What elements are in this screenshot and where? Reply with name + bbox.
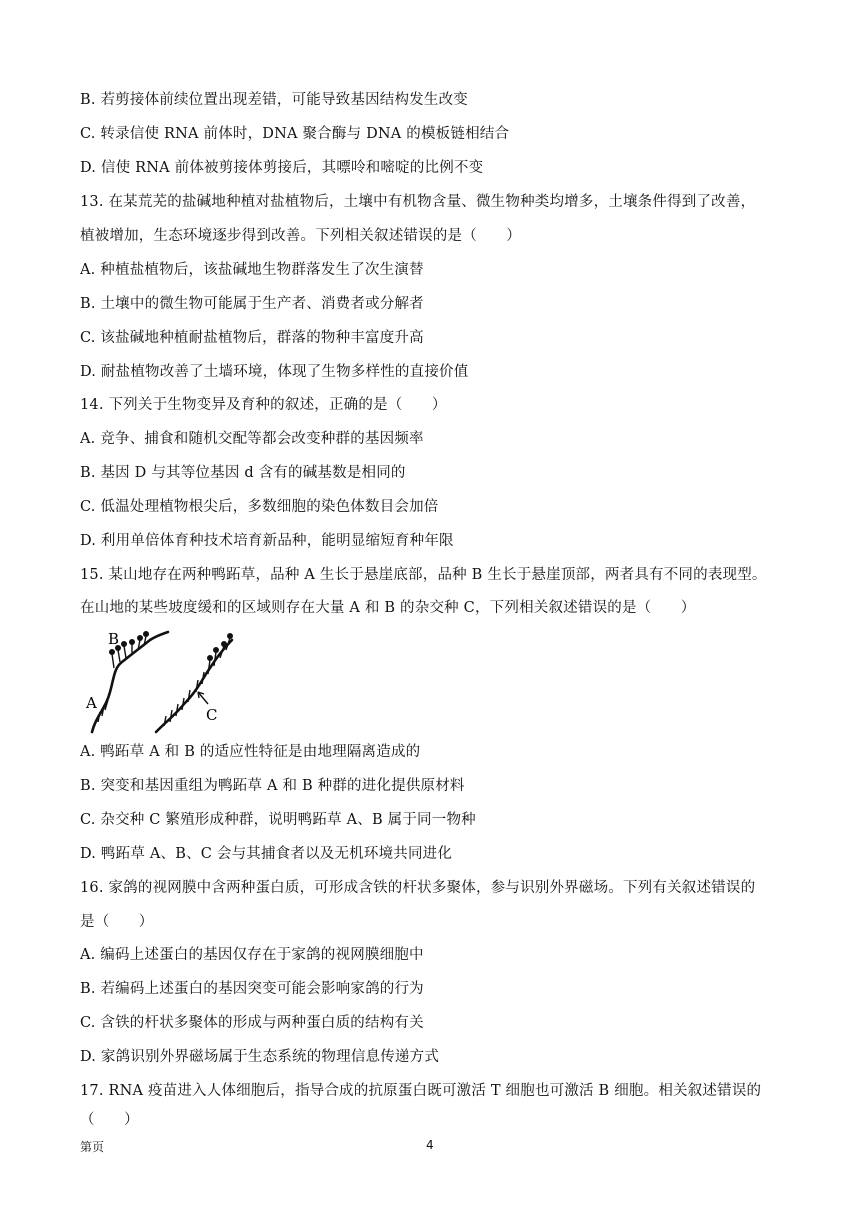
text-line: C. 杂交种 C 繁殖形成种群，说明鸭跖草 A、B 属于同一物种 <box>80 812 476 828</box>
text-line: C. 含铁的杆状多聚体的形成与两种蛋白质的结构有关 <box>80 1015 424 1031</box>
text-line: 在山地的某些坡度缓和的区域则存在大量 A 和 B 的杂交种 C，下列相关叙述错误的是（ ） <box>80 600 696 616</box>
text-line: B. 突变和基因重组为鸭跖草 A 和 B 种群的进化提供原材料 <box>80 778 465 794</box>
text-line: C. 低温处理植物根尖后，多数细胞的染色体数目会加倍 <box>80 499 439 515</box>
text-line: B. 基因 D 与其等位基因 d 含有的碱基数是相同的 <box>80 465 406 481</box>
text-line: D. 鸭跖草 A、B、C 会与其捕食者以及无机环境共同进化 <box>80 846 453 862</box>
label-a: A <box>86 694 97 712</box>
text-line: A. 竞争、捕食和随机交配等都会改变种群的基因频率 <box>80 431 424 447</box>
text-line: B. 若编码上述蛋白的基因突变可能会影响家鸽的行为 <box>80 981 424 997</box>
text-line: D. 家鸽识别外界磁场属于生态系统的物理信息传递方式 <box>80 1049 440 1065</box>
duckweed-cliff-figure <box>84 628 254 734</box>
text-line: 植被增加，生态环境逐步得到改善。下列相关叙述错误的是（ ） <box>80 228 521 244</box>
text-line: A. 鸭跖草 A 和 B 的适应性特征是由地理隔离造成的 <box>80 744 421 760</box>
text-line: A. 种植盐植物后，该盐碱地生物群落发生了次生演替 <box>80 262 424 278</box>
page-number: 4 <box>426 1138 434 1152</box>
text-line: A. 编码上述蛋白的基因仅存在于家鸽的视网膜细胞中 <box>80 947 424 963</box>
text-line: 是（ ） <box>80 914 154 930</box>
label-c: C <box>206 706 218 724</box>
text-line: B. 若剪接体前续位置出现差错，可能导致基因结构发生改变 <box>80 92 468 108</box>
footer-label: 第页 <box>80 1140 105 1154</box>
text-line: 16. 家鸽的视网膜中含两种蛋白质，可形成含铁的杆状多聚体，参与识别外界磁场。下列有关叙述错误的 <box>80 880 756 896</box>
text-line: D. 耐盐植物改善了土墙环境，体现了生物多样性的直接价值 <box>80 364 469 380</box>
text-line: 14. 下列关于生物变异及育种的叙述，正确的是（ ） <box>80 397 447 413</box>
text-line: D. 信使 RNA 前体被剪接体剪接后，其嘌呤和嘧啶的比例不变 <box>80 160 484 176</box>
text-line: C. 该盐碱地种植耐盐植物后，群落的物种丰富度升高 <box>80 330 424 346</box>
text-line: 13. 在某荒芜的盐碱地种植对盐植物后，土壤中有机物含量、微生物种类均增多，土壤条件得到了改善， <box>80 194 756 210</box>
label-b: B <box>108 630 120 648</box>
text-line: C. 转录信使 RNA 前体时，DNA 聚合酶与 DNA 的模板链相结合 <box>80 126 510 142</box>
text-line: 17. RNA 疫苗进入人体细胞后，指导合成的抗原蛋白既可激活 T 细胞也可激活 B 细胞。相关叙述错误的 <box>80 1083 762 1099</box>
text-line: 15. 某山地存在两种鸭跖草，品种 A 生长于悬崖底部，品种 B 生长于悬崖顶部，两者具有不同的表现型。 <box>80 567 767 583</box>
text-line: B. 土壤中的微生物可能属于生产者、消费者或分解者 <box>80 296 424 312</box>
text-line: D. 利用单倍体育种技术培育新品种，能明显缩短育种年限 <box>80 533 454 549</box>
text-line: （ ） <box>80 1112 139 1128</box>
